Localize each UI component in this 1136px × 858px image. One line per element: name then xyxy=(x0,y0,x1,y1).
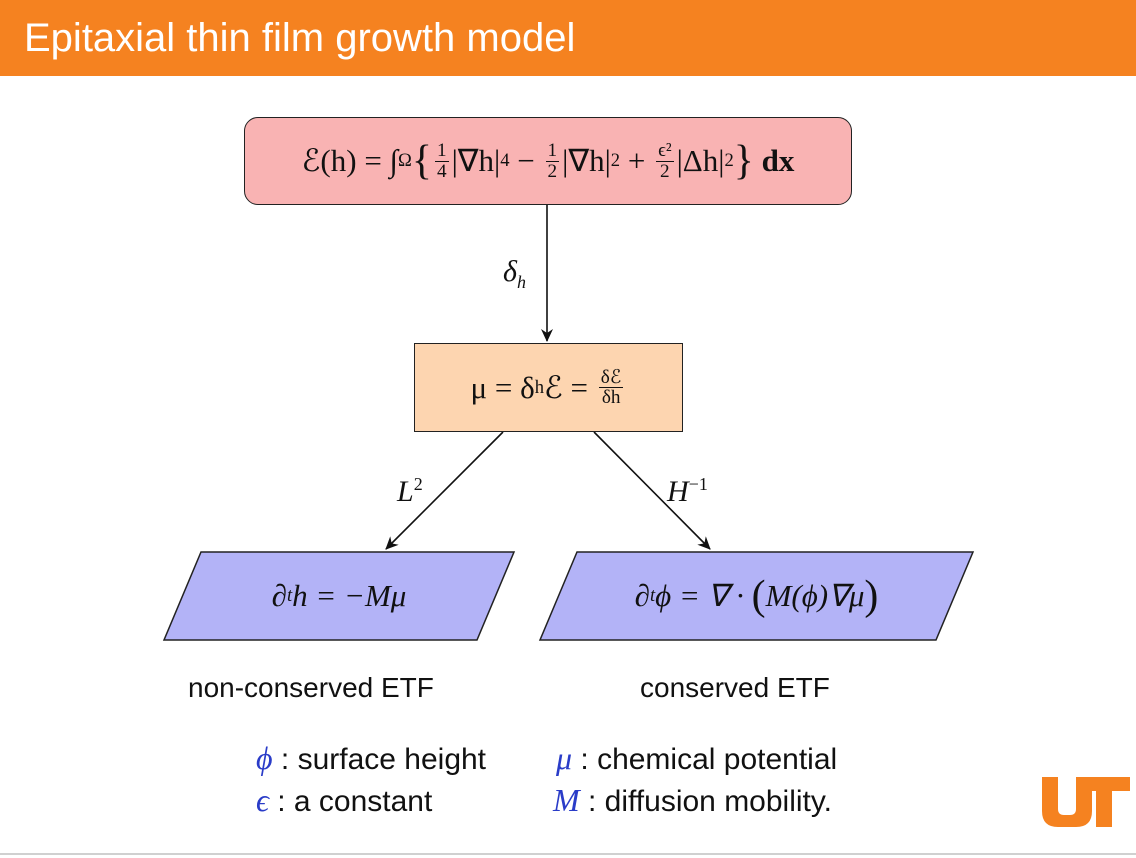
bottom-rule xyxy=(0,853,1136,855)
legend-mobility: M : diffusion mobility. xyxy=(553,782,832,818)
chemical-potential-box xyxy=(414,343,683,432)
energy-functional-box xyxy=(244,117,852,205)
edge-label-l2: $L^2$ xyxy=(397,474,423,508)
term1-exp: 4 xyxy=(500,150,510,171)
brace-close: } xyxy=(733,138,754,184)
mu-sub: h xyxy=(534,376,545,398)
fraction-half: $\frac{1}{2}$ xyxy=(547,140,558,182)
edge-label-h-minus-1: $H^{-1}$ xyxy=(667,474,708,508)
energy-lhs: ℰ(h) = ∫ xyxy=(301,143,399,178)
fraction-quarter: $\frac{1}{4}$ xyxy=(436,140,447,182)
plus-sign: + xyxy=(620,143,654,178)
edge-label-variation: $\delta_h$ xyxy=(503,255,526,292)
term3-body: |Δh| xyxy=(676,143,725,178)
legend-surface-height: ϕ : surface height xyxy=(256,740,487,776)
mu-lhs: μ = δ xyxy=(470,369,535,405)
legend-constant: ϵ : a constant xyxy=(256,782,433,818)
minus-sign: − xyxy=(509,143,543,178)
term2-body: |∇h| xyxy=(562,143,611,178)
mu-fraction: $\frac{\text{δℰ}}{\delta h}$ xyxy=(600,366,622,408)
eq-non-conserved: ∂ t h = −Mμ xyxy=(271,578,407,613)
term3-exp: 2 xyxy=(724,150,734,171)
slide-title: Epitaxial thin film growth model xyxy=(24,16,576,60)
caption-conserved: conserved ETF xyxy=(640,672,830,703)
mu-mid: ℰ = xyxy=(544,369,596,405)
brace-open: { xyxy=(411,138,432,184)
term2-exp: 2 xyxy=(610,150,621,171)
eq-conserved: ∂ t ϕ = ∇ · ( M(ϕ)∇μ ) xyxy=(634,573,879,619)
ut-logo xyxy=(1040,775,1132,829)
energy-dx: dx xyxy=(753,143,795,178)
caption-non-conserved: non-conserved ETF xyxy=(188,672,434,703)
term1-body: |∇h| xyxy=(451,143,501,178)
legend-chemical-potential: μ : chemical potential xyxy=(556,740,838,776)
fraction-eps-half: $\frac{\text{ϵ²}}{2}$ xyxy=(658,140,672,182)
energy-domain: Ω xyxy=(398,150,412,171)
